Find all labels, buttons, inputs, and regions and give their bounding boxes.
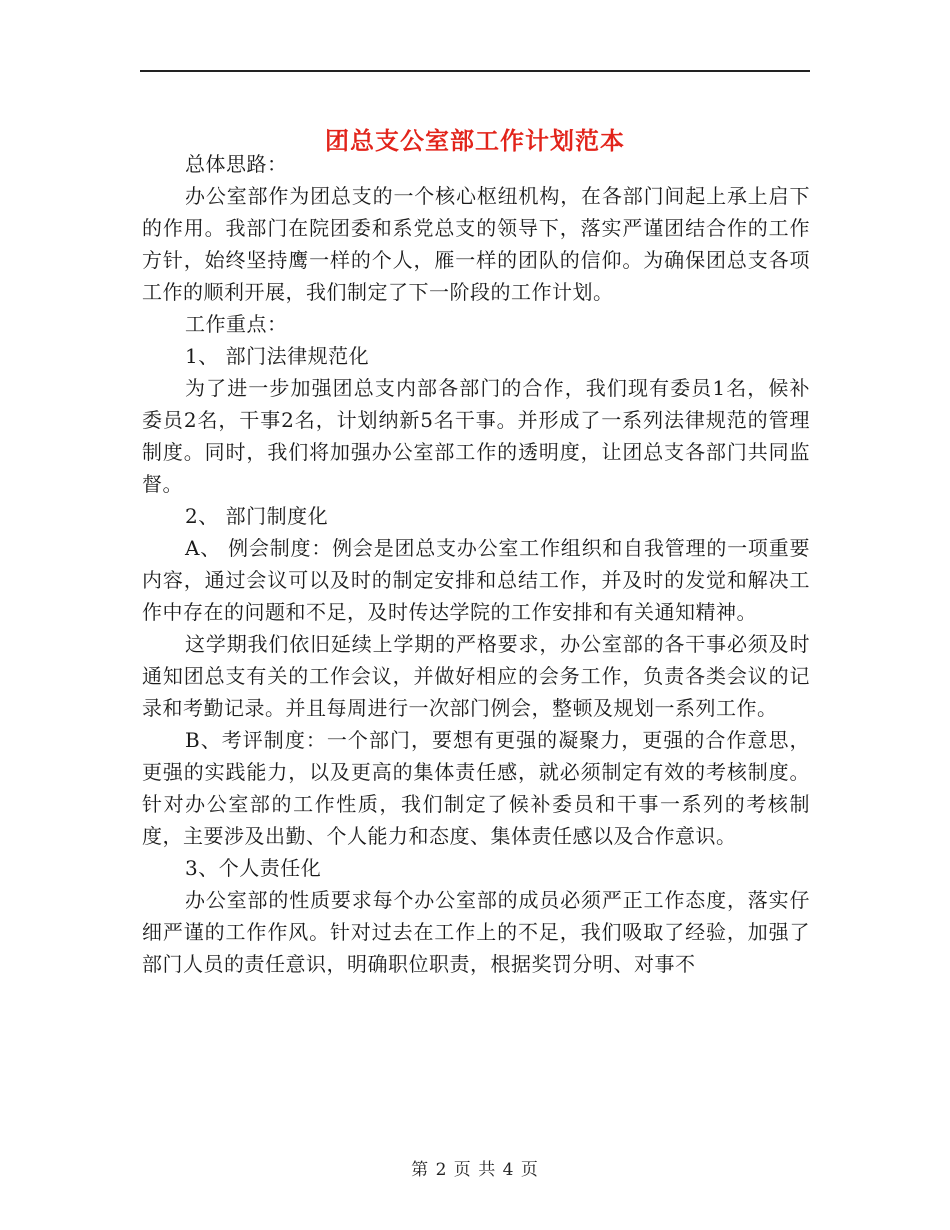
- paragraph-meeting-system: A、 例会制度：例会是团总支办公室工作组织和自我管理的一项重要内容，通过会议可以及时的制定安排和总结工作，并及时的发觉和解决工作中存在的问题和不足，及时传达学院的工作安排和有关通知精神。: [142, 536, 810, 624]
- section-heading-2: 2、 部门制度化: [185, 504, 329, 528]
- section-heading-1: 1、 部门法律规范化: [185, 344, 370, 368]
- paragraph-semester-requirements: 这学期我们依旧延续上学期的严格要求，办公室部的各干事必须及时通知团总支有关的工作会议，并做好相应的会务工作，负责各类会议的记录和考勤记录。并且每周进行一次部门例会，整顿及规划一系列工作。: [142, 632, 810, 720]
- paragraph-overall-text: 办公室部作为团总支的一个核心枢纽机构，在各部门间起上承上启下的作用。我部门在院团委和系党总支的领导下，落实严谨团结合作的工作方针，始终坚持鹰一样的个人，雁一样的团队的信仰。为确保团总支各项工作的顺利开展，我们制定了下一阶段的工作计划。: [142, 184, 810, 304]
- document-body: [142, 148, 810, 980]
- document-title: 团总支公室部工作计划范本: [325, 126, 625, 156]
- paragraph-focus-heading: 工作重点：: [185, 312, 288, 336]
- paragraph-evaluation-system: B、考评制度：一个部门，要想有更强的凝聚力，更强的合作意思，更强的实践能力，以及更高的集体责任感，就必须制定有效的考核制度。针对办公室部的工作性质，我们制定了候补委员和干事一系列的考核制度，主要涉及出勤、个人能力和态度、集体责任感以及合作意识。: [142, 728, 810, 848]
- page-number: 第 2 页 共 4 页: [411, 1160, 539, 1180]
- header-rule: [140, 70, 810, 72]
- paragraph-overall-heading: 总体思路：: [185, 152, 288, 176]
- paragraph-section-1: 为了进一步加强团总支内部各部门的合作，我们现有委员1名，候补委员2名，干事2名，计划纳新5名干事。并形成了一系列法律规范的管理制度。同时，我们将加强办公室部工作的透明度，让团总支各部门共同监督。: [142, 376, 810, 496]
- section-heading-3: 3、个人责任化: [185, 856, 322, 880]
- paragraph-section-3: 办公室部的性质要求每个办公室部的成员必须严正工作态度，落实仔细严谨的工作作风。针对过去在工作上的不足，我们吸取了经验，加强了部门人员的责任意识，明确职位职责，根据奖罚分明、对事不: [142, 888, 810, 976]
